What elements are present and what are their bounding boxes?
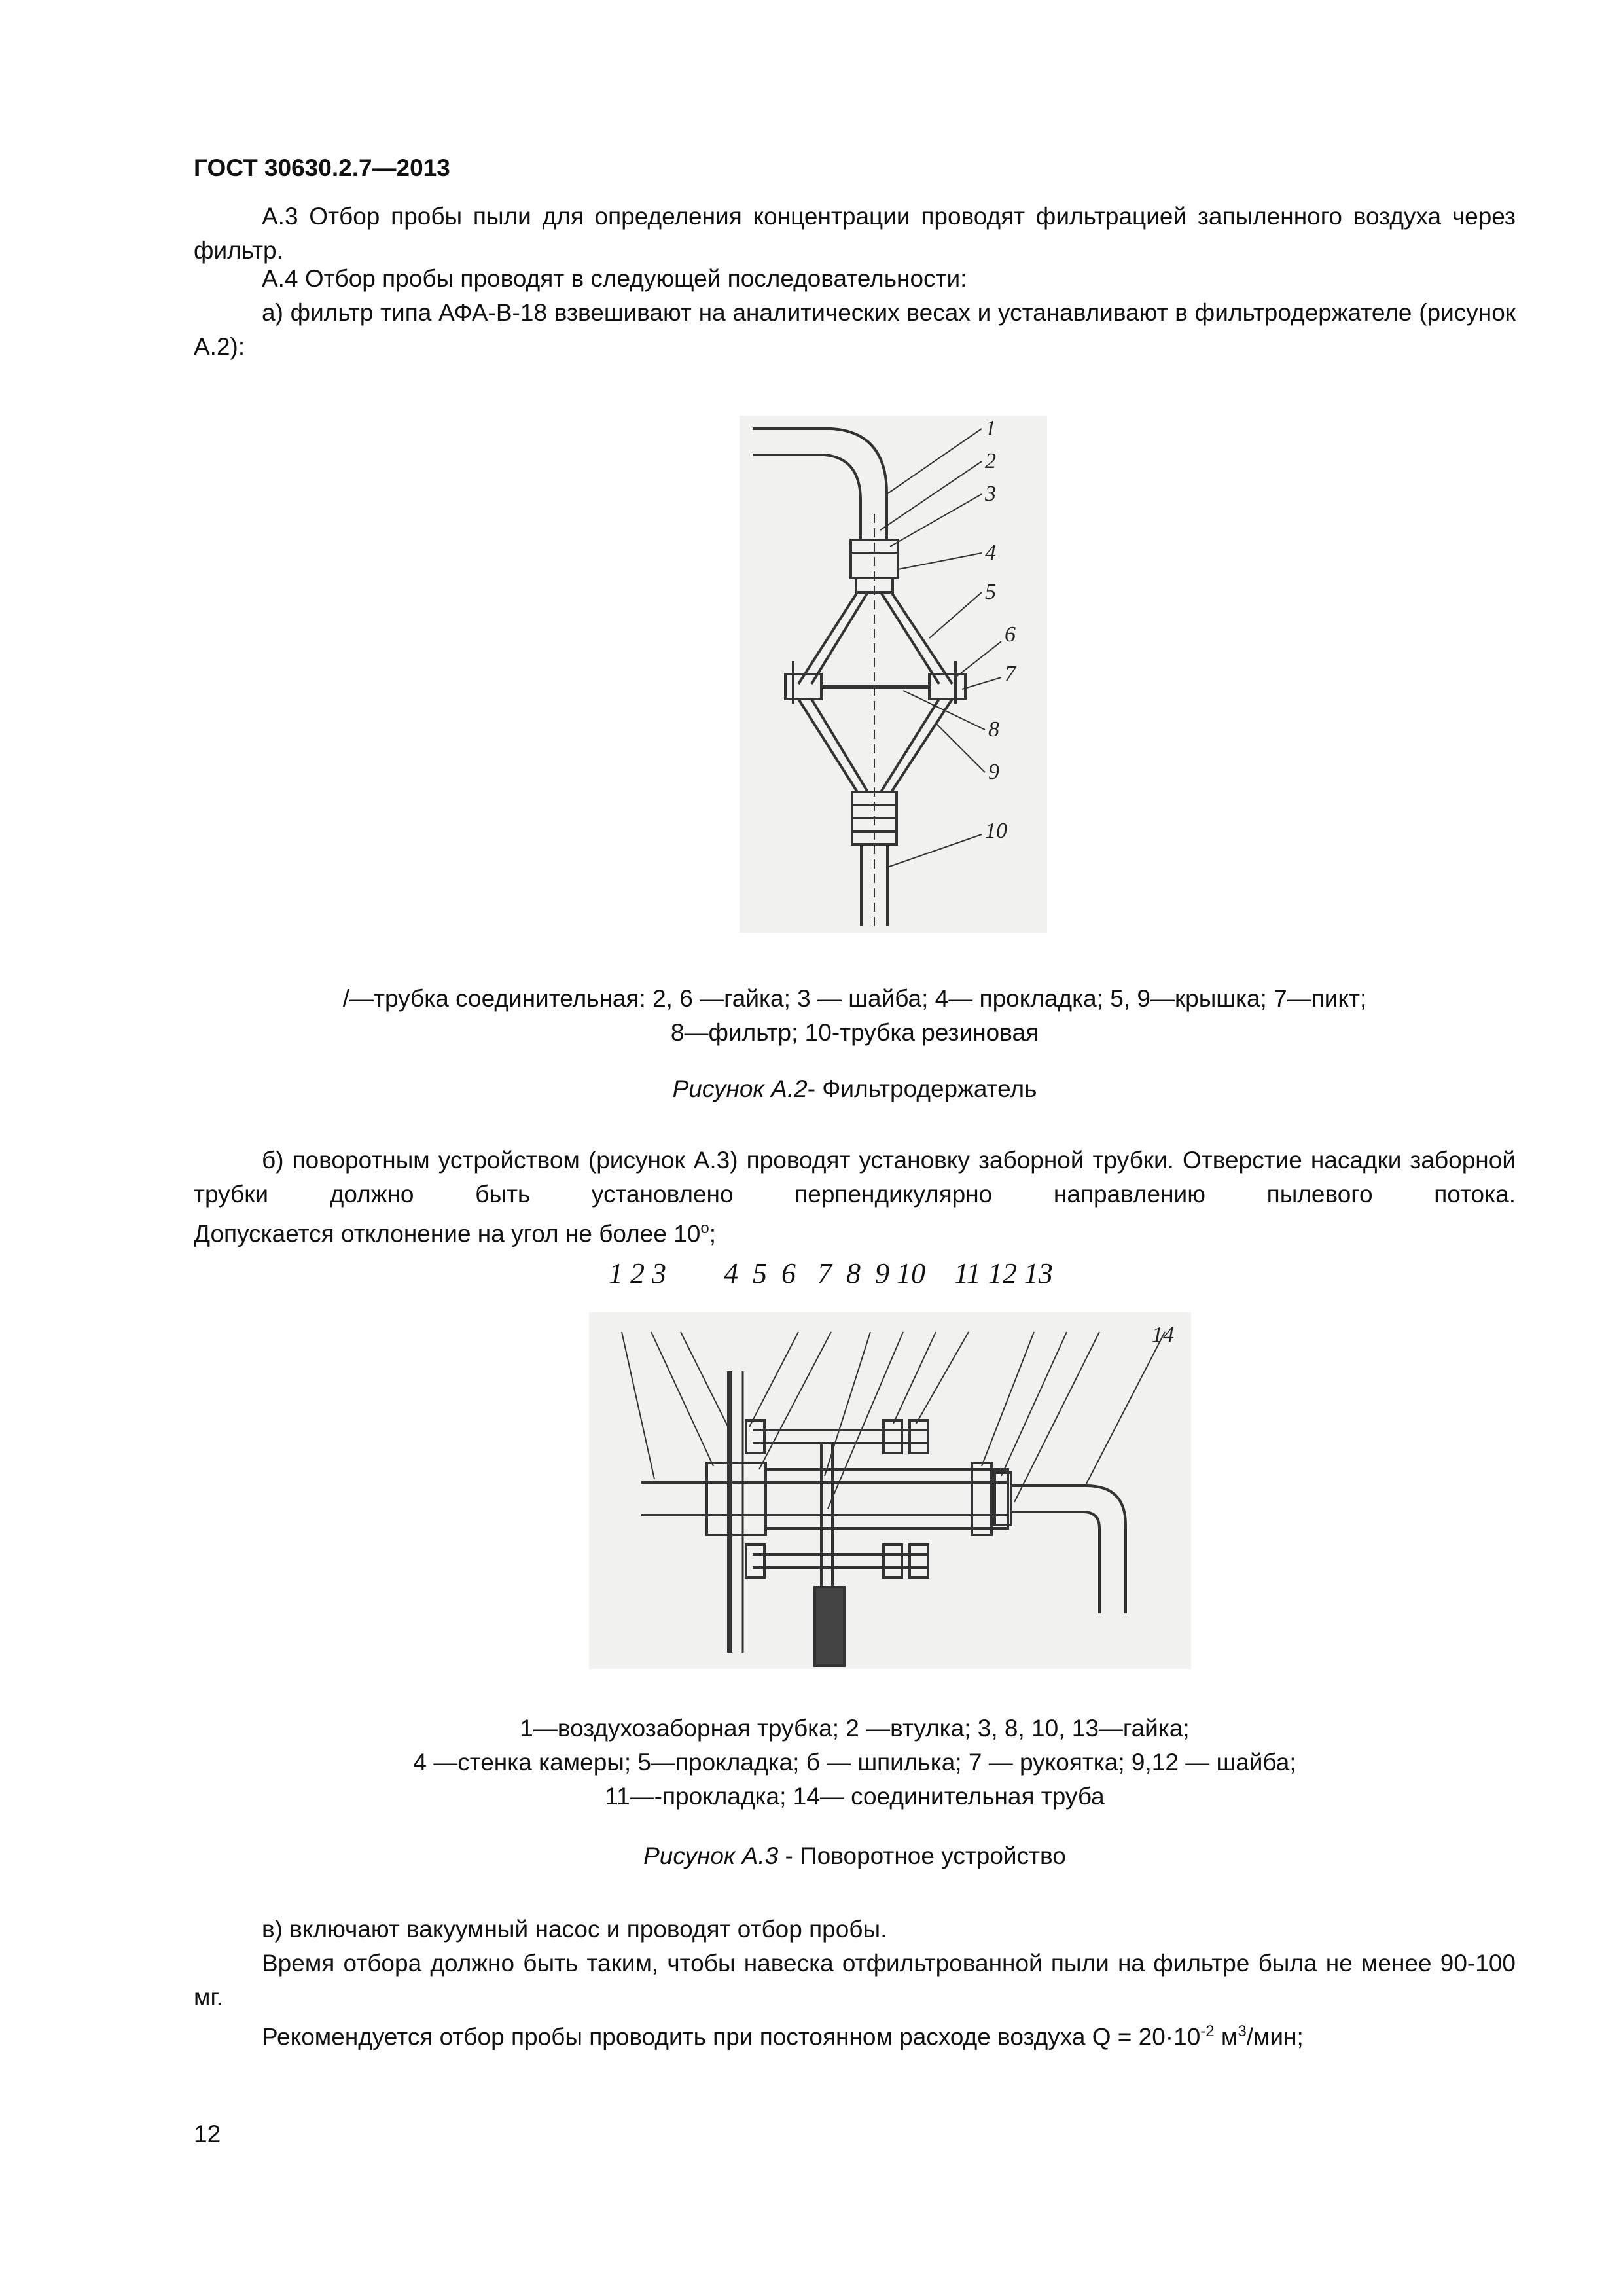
fig-a2-label-3: 3 <box>985 482 996 506</box>
figure-a3-caption-text: - Поворотное устройство <box>785 1842 1066 1869</box>
figure-a2-caption-text: - Фильтродержатель <box>807 1075 1037 1102</box>
figure-a3-legend-line-2: 4 —стенка камеры; 5—прокладка; б — шпилька; 7 — рукоятка; 9,12 — шайба; <box>413 1749 1296 1776</box>
fig-a2-label-6: 6 <box>1005 622 1016 647</box>
figure-a3-legend-line-3: 11—-прокладка; 14— соединительная труба <box>605 1783 1105 1810</box>
document-header: ГОСТ 30630.2.7—2013 <box>194 154 450 181</box>
paragraph-a4: А.4 Отбор пробы проводят в следующей последовательности: <box>262 265 967 292</box>
figure-a2-legend-line-2: 8—фильтр; 10-трубка резиновая <box>670 1019 1039 1046</box>
fig-a2-label-4: 4 <box>985 541 996 565</box>
figure-a3-number-row: 1 2 3 4 5 6 7 8 9 10 11 12 13 <box>609 1257 1053 1289</box>
figure-a2-caption <box>194 1075 1516 1103</box>
fig-a2-label-2: 2 <box>985 449 996 473</box>
paragraph-time: Время отбора должно быть таким, чтобы навеска отфильтрованной пыли на фильтре была не менее 90-100 мг. <box>194 1950 1516 2011</box>
fig-a2-label-10: 10 <box>985 819 1007 843</box>
figure-a3-legend-line-1: 1—воздухозаборная трубка; 2 —втулка; 3, 8, 10, 13—гайка; <box>520 1715 1190 1742</box>
paragraph-item-v: в) включают вакуумный насос и проводят отбор пробы. <box>262 1916 887 1943</box>
fig-a2-label-5: 5 <box>985 580 996 604</box>
figure-a3-caption-label: Рисунок А.3 <box>643 1842 779 1869</box>
filter-holder-drawing <box>740 416 1047 933</box>
fig-a3-label-14: 14 <box>1152 1323 1174 1347</box>
paragraph-item-b: б) поворотным устройством (рисунок А.3) проводят установку заборной трубки. Отверстие насадки заборной трубки должно быть установлено перпендикулярно направлению пылевого потока. <box>194 1147 1516 1208</box>
fig-a2-label-9: 9 <box>988 760 999 784</box>
page-number: 12 <box>194 2121 221 2147</box>
paragraph-a3: А.3 Отбор пробы пыли для определения концентрации проводят фильтрацией запыленного воздуха через фильтр. <box>194 203 1516 264</box>
figure-a2-legend-line-1: /—трубка соединительная: 2, 6 —гайка; 3 — шайба; 4— прокладка; 5, 9—крышка; 7—пикт; <box>342 985 1367 1012</box>
rotary-device-drawing <box>589 1312 1191 1669</box>
fig-a2-label-8: 8 <box>988 717 999 742</box>
paragraph-item-b-last: Допускается отклонение на угол не более $10^о$; <box>194 1219 716 1247</box>
figure-a3-caption <box>194 1842 1516 1870</box>
figure-a2-image <box>740 416 1047 933</box>
figure-a3-image <box>589 1312 1191 1669</box>
fig-a2-label-7: 7 <box>1005 662 1016 686</box>
paragraph-recommend: Рекомендуется отбор пробы проводить при постоянном расходе воздуха $Q = 20\cdot 10^{-2}$ $м^3$/мин; <box>262 2022 1304 2051</box>
fig-a2-label-1: 1 <box>985 416 996 440</box>
figure-a2-caption-label: Рисунок А.2 <box>672 1075 808 1102</box>
paragraph-item-a: а) фильтр типа АФА-В-18 взвешивают на аналитических весах и устанавливают в фильтродержателе (рисунок А.2): <box>194 299 1516 360</box>
